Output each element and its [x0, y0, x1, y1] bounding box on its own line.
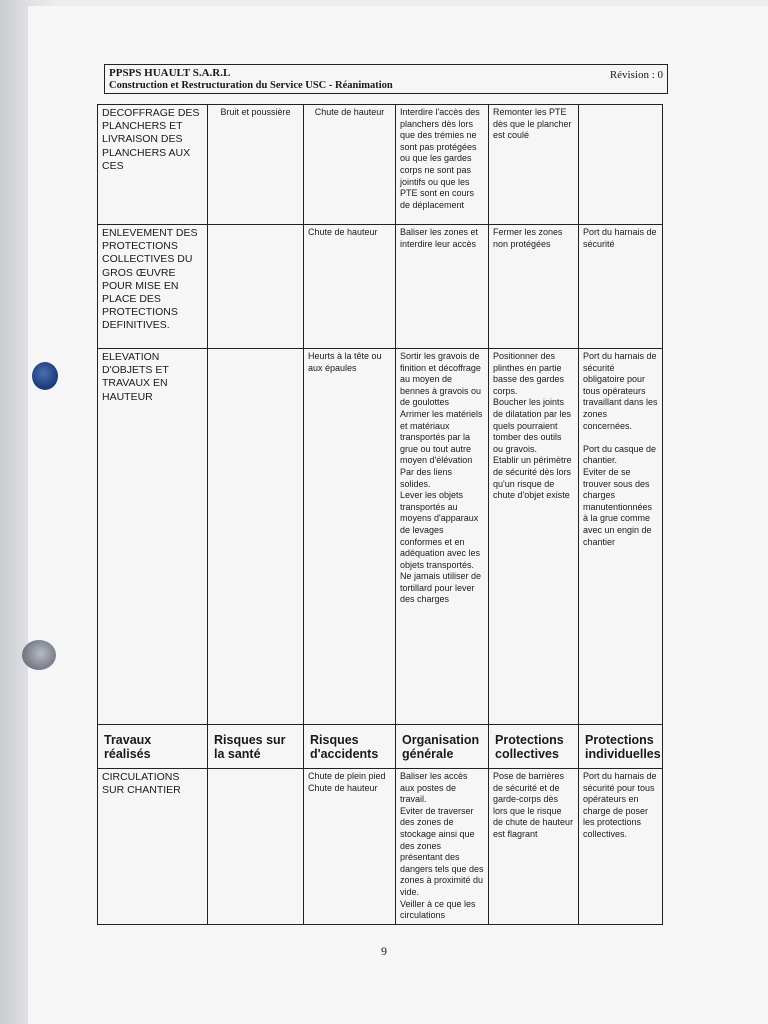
work-cell: ELEVATION D'OBJETS ET TRAVAUX EN HAUTEUR — [98, 349, 208, 725]
health-risk-cell — [208, 349, 304, 725]
company-name: PPSPS HUAULT S.A.R.L — [109, 67, 231, 79]
header-work: Travaux réalisés — [98, 725, 208, 769]
header-organisation: Organisation générale — [396, 725, 489, 769]
accident-risk-cell: Chute de plein pied Chute de hauteur — [304, 769, 396, 925]
work-cell: ENLEVEMENT DES PROTECTIONS COLLECTIVES DU GROS ŒUVRE POUR MISE EN PLACE DES PROTECTIONS DEFINITIVES. — [98, 225, 208, 349]
punch-hole-bottom — [22, 640, 56, 670]
accident-risk-cell: Chute de hauteur — [304, 105, 396, 225]
accident-risk-cell: Chute de hauteur — [304, 225, 396, 349]
organisation-cell: Baliser les accès aux postes de travail. Eviter de traverser des zones de stockage ainsi que des zones présentant des dangers tels que des zones à proximité du vide. Veiller à ce que les circulations — [396, 769, 489, 925]
column-header-row — [98, 725, 663, 769]
organisation-cell: Baliser les zones et interdire leur accès — [396, 225, 489, 349]
individual-protection-cell — [579, 105, 663, 225]
table-row — [98, 769, 663, 925]
organisation-cell: Interdire l'accès des planchers dès lors que des trémies ne sont pas protégées ou que les gardes corps ne sont pas jointifs ou que les PTE sont en cours de déplacement — [396, 105, 489, 225]
page-number: 9 — [381, 944, 387, 958]
header-accident-risks: Risques d'accidents — [304, 725, 396, 769]
work-cell: CIRCULATIONS SUR CHANTIER — [98, 769, 208, 925]
individual-protection-cell: Port du harnais de sécurité pour tous opérateurs en charge de poser les protections collectives. — [579, 769, 663, 925]
collective-protection-cell: Pose de barrières de sécurité et de garde-corps dès lors que le risque de chute de hauteur est flagrant — [489, 769, 579, 925]
risk-table — [97, 104, 663, 925]
health-risk-cell — [208, 769, 304, 925]
work-cell: DECOFFRAGE DES PLANCHERS ET LIVRAISON DES PLANCHERS AUX CES — [98, 105, 208, 225]
collective-protection-cell: Fermer les zones non protégées — [489, 225, 579, 349]
table-row — [98, 225, 663, 349]
punch-hole-top — [32, 362, 58, 390]
individual-protection-cell: Port du harnais de sécurité — [579, 225, 663, 349]
document-header — [104, 64, 668, 94]
organisation-cell: Sortir les gravois de finition et décoffrage au moyen de bennes à gravois ou de goulottes Arrimer les matériels et matériaux transportés par la grue ou tout autre moyen d'élévation Par des liens solides. Lever les objets transportés au moyens d'apparaux de levages conformes et en adéquation avec les objets transportés. Ne jamais utiliser de tortillard pour lever des charges — [396, 349, 489, 725]
header-collective-protection: Protections collectives — [489, 725, 579, 769]
individual-protection-cell: Port du harnais de sécurité obligatoire pour tous opérateurs travaillant dans les zones concernées. Port du casque de chantier. Eviter de se trouver sous des charges manutentionnées à la grue comme avec un engin de chantier — [579, 349, 663, 725]
project-title: Construction et Restructuration du Service USC - Réanimation — [109, 80, 393, 91]
accident-risk-cell: Heurts à la tête ou aux épaules — [304, 349, 396, 725]
table-row — [98, 105, 663, 225]
health-risk-cell — [208, 225, 304, 349]
collective-protection-cell: Positionner des plinthes en partie basse des gardes corps. Boucher les joints de dilatation par les quels pourraient tomber des outils ou gravois. Etablir un périmètre de sécurité dès lors qu'un risque de chute d'objet existe — [489, 349, 579, 725]
collective-protection-cell: Remonter les PTE dès que le plancher est coulé — [489, 105, 579, 225]
header-health-risks: Risques sur la santé — [208, 725, 304, 769]
health-risk-cell: Bruit et poussière — [208, 105, 304, 225]
table-row — [98, 349, 663, 725]
revision-label: Révision : 0 — [609, 69, 663, 81]
header-individual-protection: Protections individuelles — [579, 725, 663, 769]
